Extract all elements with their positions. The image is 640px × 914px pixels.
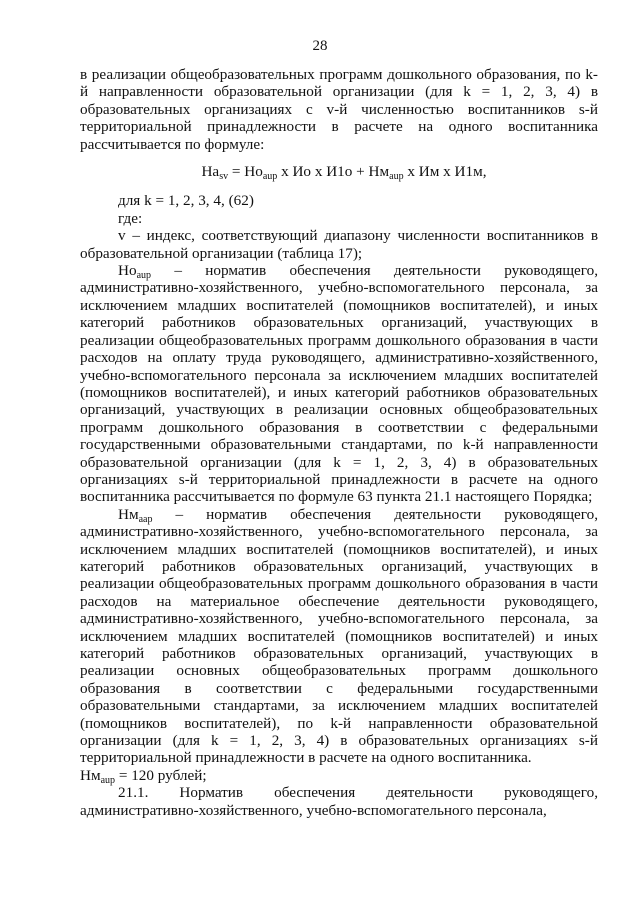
hm-symbol-sub: aap	[138, 513, 153, 525]
formula-lhs: Ha	[201, 163, 220, 181]
hm-value-text: = 120 рублей;	[115, 766, 207, 784]
intro-paragraph: в реализации общеобразовательных программ дошкольного образования, по k-й направленности образовательной организации (для k = 1, 2, 3, 4) в образовательных организациях с v-й численностью воспитанников s-й территориальной принадлежности в расчете на одного воспитанника рассчитывается по формуле:	[80, 66, 598, 153]
ho-symbol-sub: aup	[136, 270, 152, 282]
ho-symbol: Ho	[118, 262, 137, 280]
section-21-1: 21.1. Норматив обеспечения деятельности руководящего, административно-хозяйственного, учебно-вспомогательного персонала,	[80, 784, 598, 819]
ho-definition	[80, 262, 598, 506]
formula-hm-sub: aup	[389, 171, 404, 183]
where-label: где:	[118, 209, 143, 227]
document-body	[80, 66, 598, 819]
hm-definition-text: – норматив обеспечения деятельности руководящего, административно-хозяйственного, учебно-вспомогательного персонала, за исключением младших воспитателей (помощников воспитателей), и иных категорий работников образовательных организаций, участвующих в реализации общеобразовательных программ дошкольного образования в части расходов на материальное обеспечение деятельности руководящего, административно-хозяйственного, учебно-вспомогательного персонала, за исключением младших воспитателей (помощников воспитателей) и иных категорий работников образовательных организаций, участвующих в реализации основных общеобразовательных программ дошкольного образования в соответствии с федеральными государственными образовательными стандартами, за исключением младших воспитателей (помощников воспитателей), по k-й направленности образовательной организации (для k = 1, 2, 3, 4) в образовательных организациях s-й территориальной принадлежности в расчете на одного воспитанника.	[80, 505, 598, 767]
hm-definition	[80, 506, 598, 767]
formula-eq: = Ho	[228, 163, 263, 181]
hm-value-symbol: Hм	[80, 766, 101, 784]
hm-symbol: Hм	[118, 505, 139, 523]
hm-value	[80, 767, 598, 784]
hm-value-sub: aup	[100, 774, 116, 786]
v-definition: v – индекс, соответствующий диапазону численности воспитанников в образовательной организации (таблица 17);	[80, 227, 598, 262]
page-number: 28	[312, 38, 328, 54]
formula-ho-sub: aup	[262, 171, 278, 183]
formula-62	[80, 163, 598, 183]
formula-lhs-sub: sv	[219, 171, 229, 183]
formula-mid: x Ио x И1о + Hм	[277, 163, 390, 181]
ho-definition-text: – норматив обеспечения деятельности руководящего, административно-хозяйственного, учебно-вспомогательного персонала, за исключением младших воспитателей (помощников воспитателей), и иных категорий работников образовательных организаций, участвующих в реализации общеобразовательных программ дошкольного образования в части расходов на оплату труда руководящего, административно-хозяйственного, учебно-вспомогательного персонала за исключением младших воспитателей (помощников воспитателей), и иных категорий работников образовательных организаций, участвующих в реализации основных общеобразовательных программ дошкольного образования в соответствии с федеральными государственными образовательными стандартами, по k-й направленности образовательной организации (для k = 1, 2, 3, 4) в образовательных организациях s-й территориальной принадлежности в расчете на одного воспитанника рассчитывается по формуле 63 пункта 21.1 настоящего Порядка;	[80, 262, 598, 506]
formula-tail: x Им x И1м,	[403, 163, 487, 181]
for-k-line: для k = 1, 2, 3, 4, (62)	[118, 192, 254, 210]
